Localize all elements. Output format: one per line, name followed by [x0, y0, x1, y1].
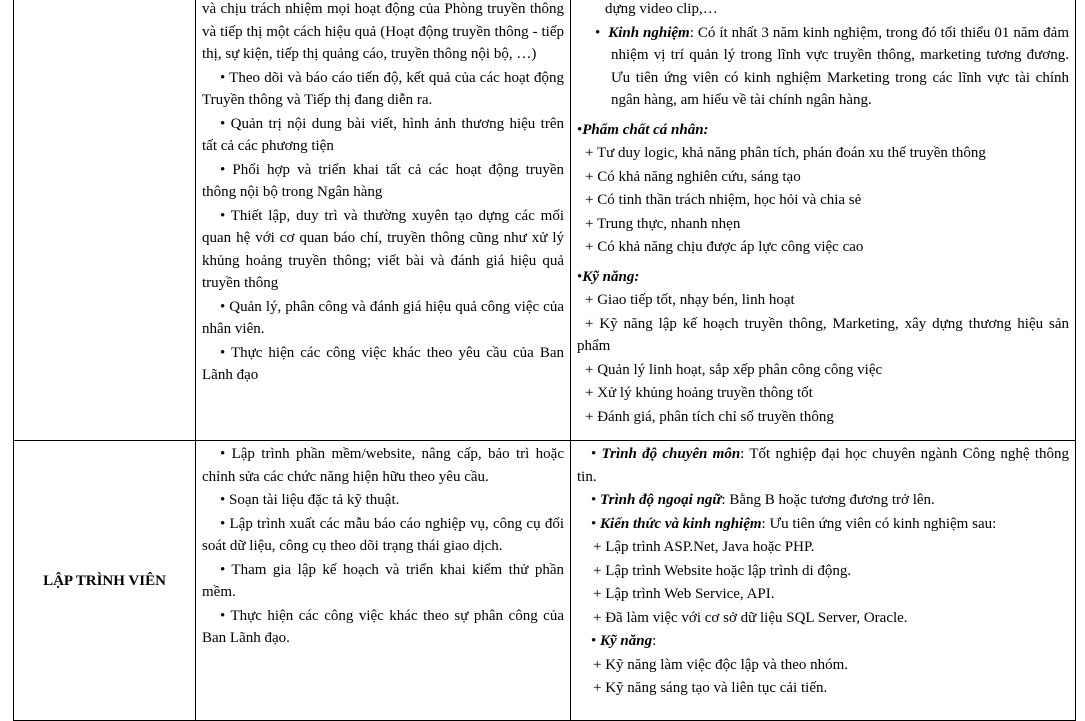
- req-knowledge: • Kiến thức và kinh nghiệm: Ưu tiên ứng viên có kinh nghiệm sau:: [591, 515, 997, 532]
- duty-text: và chịu trách nhiệm mọi hoạt động của Phòng truyền thông và tiếp thị một cách hiệu quả (Hoạt động truyền thông - tiếp thị, sự kiện, tiếp thị quảng cáo, truyền thông nội bộ, …): [202, 1, 564, 62]
- list-item: + Trung thực, nhanh nhẹn: [585, 215, 741, 232]
- personal-heading: •Phẩm chất cá nhân:: [577, 121, 709, 138]
- duty-text: • Thiết lập, duy trì và thường xuyên tạo dựng các mối quan hệ với cơ quan báo chí, truyền thông cũng như xử lý khủng hoảng truyền thông; viết bài và đánh giá hiệu quả truyền thông: [202, 207, 564, 291]
- duty-text: • Soạn tài liệu đặc tả kỹ thuật.: [220, 492, 400, 508]
- list-item: + Có tinh thần trách nhiệm, học hỏi và chia sẻ: [585, 192, 862, 208]
- duty-text: • Tham gia lập kế hoạch và triển khai kiểm thử phần mềm.: [202, 561, 564, 600]
- skills-heading: •Kỹ năng:: [577, 268, 640, 285]
- duties-cell: [196, 441, 571, 721]
- list-item: + Đã làm việc với cơ sở dữ liệu SQL Server, Oracle.: [593, 609, 908, 626]
- table-row: [14, 0, 1076, 441]
- list-item: + Kỹ năng làm việc độc lập và theo nhóm.: [593, 656, 849, 673]
- list-item: + Kỹ năng sáng tạo và liên tục cải tiến.: [593, 680, 828, 696]
- req-text: dựng video clip,…: [605, 1, 718, 17]
- list-item: + Giao tiếp tốt, nhạy bén, linh hoạt: [585, 292, 795, 308]
- duty-text: • Lập trình xuất các mẫu báo cáo nghiệp vụ, công cụ đối soát dữ liệu, công cụ theo dõi trạng thái giao dịch.: [202, 515, 564, 554]
- duties-cell: [196, 0, 571, 441]
- requirements-cell: [571, 0, 1076, 441]
- list-item: + Lập trình ASP.Net, Java hoặc PHP.: [593, 539, 815, 555]
- duty-text: • Quản lý, phân công và đánh giá hiệu quả công việc của nhân viên.: [202, 298, 564, 337]
- req-experience: • Kinh nghiệm: Có ít nhất 3 năm kinh nghiệm, trong đó tối thiểu 01 năm đảm nhiệm vị trí quản lý trong lĩnh vực truyền thông, marketing tương đương. Ưu tiên ứng viên có kinh nghiệm Marketing trong các lĩnh vực tài chính ngân hàng, am hiểu về tài chính ngân hàng.: [595, 24, 1069, 108]
- duty-text: • Lập trình phần mềm/website, nâng cấp, bảo trì hoặc chỉnh sửa các chức năng hiện hữu theo yêu cầu.: [202, 446, 564, 485]
- duty-text: • Quản trị nội dung bài viết, hình ảnh thương hiệu trên tất cả các phương tiện: [202, 115, 564, 154]
- position-cell: [14, 0, 196, 441]
- list-item: + Quản lý linh hoạt, sắp xếp phân công công việc: [585, 361, 883, 378]
- list-item: + Có khả năng nghiên cứu, sáng tạo: [585, 168, 801, 185]
- list-item: + Đánh giá, phân tích chỉ số truyền thông: [585, 408, 834, 425]
- position-cell: [14, 441, 196, 721]
- req-education: • Trình độ chuyên môn: Tốt nghiệp đại học chuyên ngành Công nghệ thông tin.: [577, 446, 1069, 485]
- list-item: + Lập trình Website hoặc lập trình di động.: [593, 562, 852, 579]
- duty-text: • Thực hiện các công việc khác theo yêu cầu của Ban Lãnh đạo: [202, 344, 564, 383]
- job-table: [13, 0, 1076, 721]
- list-item: + Có khả năng chịu được áp lực công việc cao: [585, 239, 864, 255]
- skills-heading: • Kỹ năng:: [591, 633, 657, 649]
- duty-text: • Theo dõi và báo cáo tiến độ, kết quả của các hoạt động Truyền thông và Tiếp thị đang diễn ra.: [202, 69, 564, 108]
- list-item: + Lập trình Web Service, API.: [593, 586, 775, 602]
- list-item: + Xử lý khủng hoảng truyền thông tốt: [585, 385, 813, 401]
- table-row: [14, 441, 1076, 721]
- list-item: + Kỹ năng lập kế hoạch truyền thông, Marketing, xây dựng thương hiệu sản phẩm: [577, 315, 1069, 354]
- req-label: Kinh nghiệm: [608, 24, 690, 41]
- duty-text: • Thực hiện các công việc khác theo sự phân công của Ban Lãnh đạo.: [202, 607, 564, 646]
- requirements-cell: [571, 441, 1076, 721]
- list-item: + Tư duy logic, khả năng phân tích, phán đoán xu thế truyền thông: [585, 145, 986, 161]
- duty-text: • Phối hợp và triển khai tất cả các hoạt động truyền thông nội bộ trong Ngân hàng: [202, 161, 564, 200]
- req-language: • Trình độ ngoại ngữ: Bằng B hoặc tương đương trở lên.: [591, 492, 935, 508]
- req-text: : Có ít nhất 3 năm kinh nghiệm, trong đó tối thiểu 01 năm đảm nhiệm vị trí quản lý trong lĩnh vực truyền thông, marketing tương đương. Ưu tiên ứng viên có kinh nghiệm Marketing trong các lĩnh vực tài chính ngân hàng, am hiểu về tài chính ngân hàng.: [611, 24, 1069, 108]
- position-title: LẬP TRÌNH VIÊN: [43, 572, 166, 589]
